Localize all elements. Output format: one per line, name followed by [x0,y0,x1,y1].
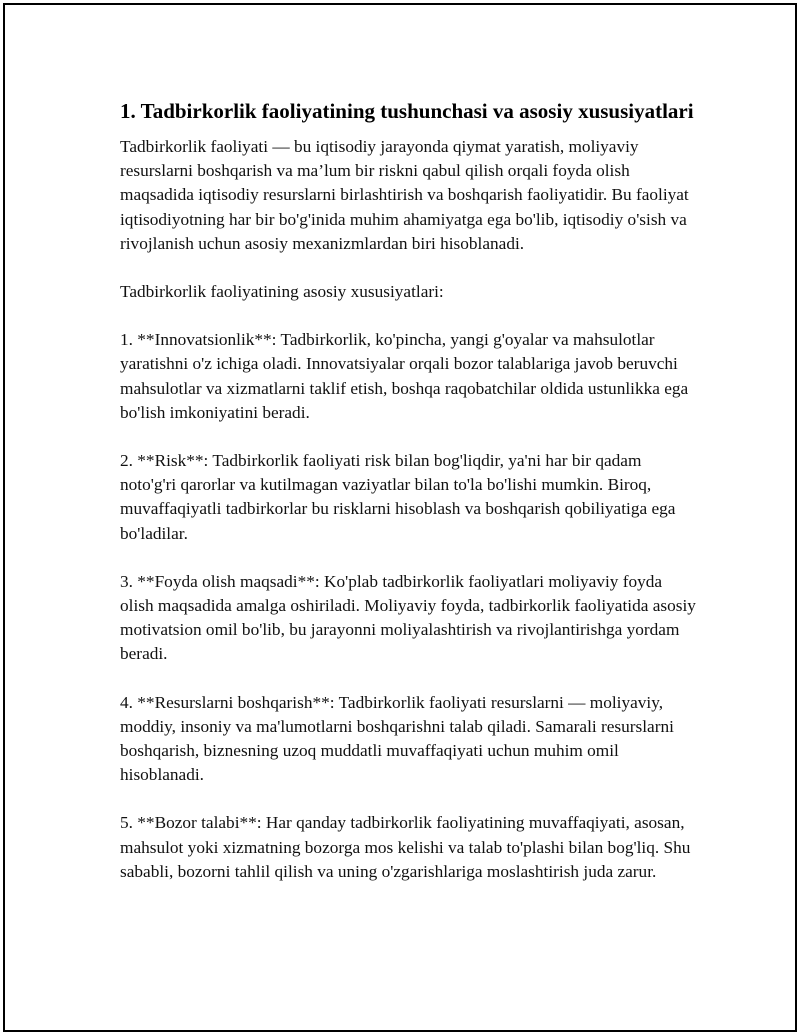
page-title: 1. Tadbirkorlik faoliyatining tushunchasi va asosiy xususiyatlari [120,99,694,123]
feature-item-risk: 2. **Risk**: Tadbirkorlik faoliyati risk bilan bog'liqdir, ya'ni har bir qadam noto'g'ri qarorlar va kutilmagan vaziyatlar bilan to'la bo'lishi mumkin. Biroq, muvaffaqiyatli tadbirkorlar bu risklarni hisoblash va boshqarish qobiliyatiga ega bo'ladilar. [120,451,676,543]
feature-item-innovation: 1. **Innovatsionlik**: Tadbirkorlik, ko'pincha, yangi g'oyalar va mahsulotlar yaratishni o'z ichiga oladi. Innovatsiyalar orqali bozor talablariga javob beruvchi mahsulotlar va xizmatlarni taklif etish, boshqa raqobatchilar oldida ustunlikka ega bo'lish imkoniyatini beradi. [120,330,689,422]
document-body [120,98,700,908]
feature-item-market: 5. **Bozor talabi**: Har qanday tadbirkorlik faoliyatining muvaffaqiyati, asosan, mahsulot yoki xizmatning bozorga mos kelishi va talab to'plashi bilan bog'liq. Shu sababli, bozorni tahlil qilish va uning o'zgarishlariga moslashtirish juda zarur. [120,813,691,881]
features-heading: Tadbirkorlik faoliyatining asosiy xususiyatlari: [120,282,444,302]
intro-paragraph: Tadbirkorlik faoliyati — bu iqtisodiy jarayonda qiymat yaratish, moliyaviy resurslarni boshqarish va ma’lum bir riskni qabul qilish orqali foyda olish maqsadida iqtisodiy resurslarni birlashtirish va boshqarish faoliyatidir. Bu faoliyat iqtisodiyotning har bir bo'g'inida muhim ahamiyatga ega bo'lib, iqtisodiy o'sish va rivojlanish uchun asosiy mexanizmlardan biri hisoblanadi. [120,137,689,253]
feature-item-resources: 4. **Resurslarni boshqarish**: Tadbirkorlik faoliyati resurslarni — moliyaviy, moddiy, insoniy va ma'lumotlarni boshqarishni talab qiladi. Samarali resurslarni boshqarish, biznesning uzoq muddatli muvaffaqiyati uchun muhim omil hisoblanadi. [120,692,674,785]
page-frame [3,3,797,1032]
feature-item-profit: 3. **Foyda olish maqsadi**: Ko'plab tadbirkorlik faoliyatlari moliyaviy foyda olish maqsadida amalga oshiriladi. Moliyaviy foyda, tadbirkorlik faoliyatida asosiy motivatsion omil bo'lib, bu jarayonni moliyalashtirish va rivojlantirishga yordam beradi. [120,571,696,664]
